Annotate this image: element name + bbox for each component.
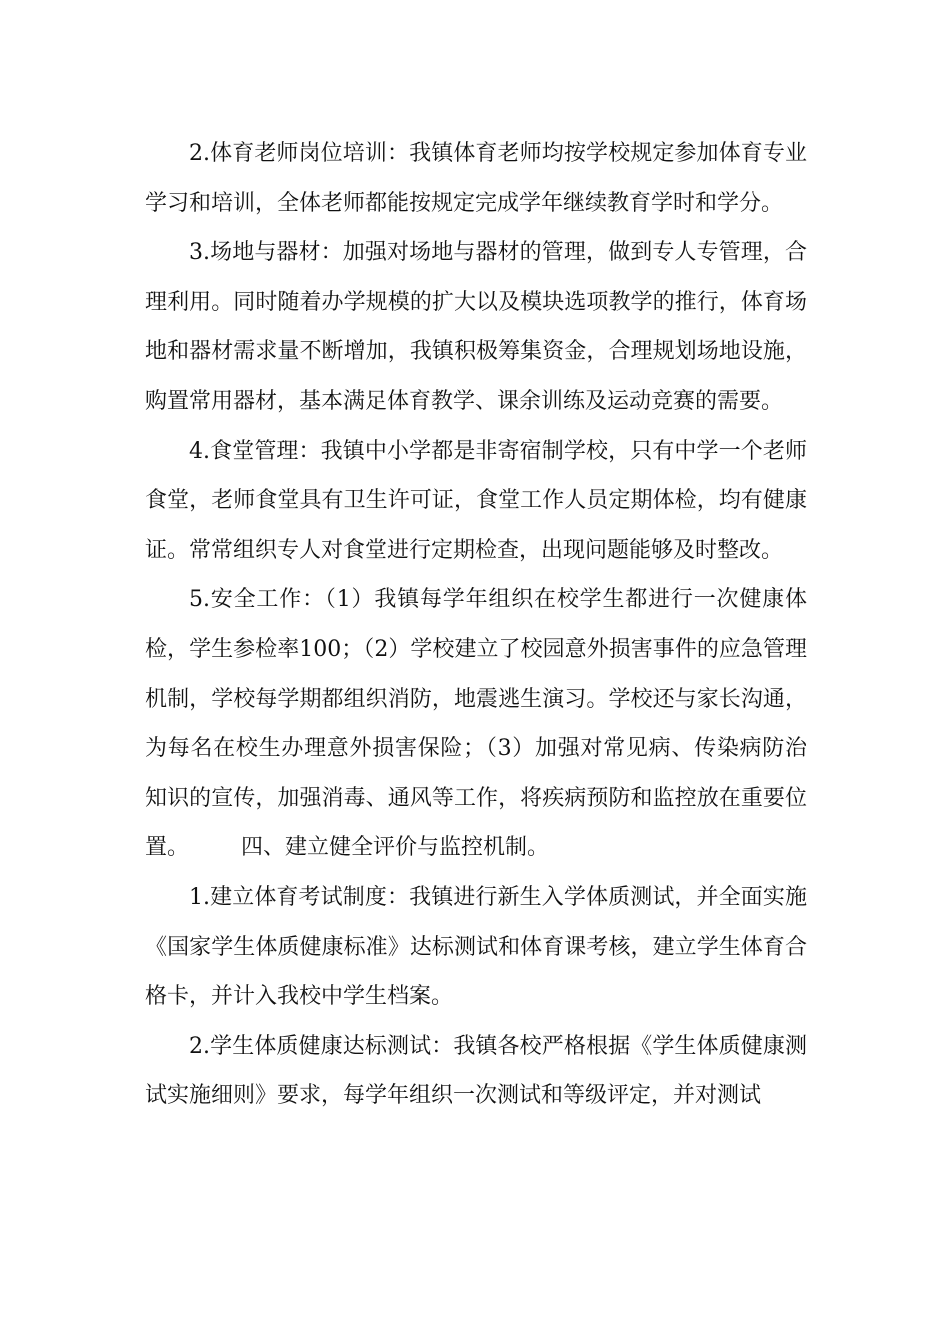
paragraph-teacher-training: 2.体育老师岗位培训：我镇体育老师均按学校规定参加体育专业学习和培训，全体老师都能按规定完成学年继续教育学时和学分。	[145, 141, 807, 216]
document-body	[145, 129, 807, 1121]
paragraph-venue-equipment: 3.场地与器材：加强对场地与器材的管理，做到专人专管理，合理利用。同时随着办学规模的扩大以及模块选项教学的推行，体育场地和器材需求量不断增加，我镇积极筹集资金，合理规划场地设施，购置常用器材，基本满足体育教学、课余训练及运动竞赛的需要。	[145, 240, 807, 414]
paragraph-fitness-test: 2.学生体质健康达标测试：我镇各校严格根据《学生体质健康测试实施细则》要求，每学年组织一次测试和等级评定，并对测试	[145, 1033, 807, 1109]
paragraph-canteen-management: 4.食堂管理：我镇中小学都是非寄宿制学校，只有中学一个老师食堂，老师食堂具有卫生许可证，食堂工作人员定期体检，均有健康证。常常组织专人对食堂进行定期检查，出现问题能够及时整改。	[145, 438, 807, 563]
paragraph-safety-work	[145, 575, 807, 873]
safety-work-text: 5.安全工作：（1）我镇每学年组织在校学生都进行一次健康体检，学生参检率100；（2）学校建立了校园意外损害事件的应急管理机制，学校每学期都组织消防，地震逃生演习。学校还与家长沟通，为每名在校生办理意外损害保险；（3）加强对常见病、传染病防治知识的宣传，加强消毒、通风等工作，将疾病预防和监控放在重要位置。	[145, 587, 807, 861]
paragraph-pe-exam-system: 1.建立体育考试制度：我镇进行新生入学体质测试，并全面实施《国家学生体质健康标准》达标测试和体育课考核，建立学生体育合格卡，并计入我校中学生档案。	[145, 884, 807, 1010]
section-heading-evaluation: 四、建立健全评价与监控机制。	[241, 835, 550, 861]
